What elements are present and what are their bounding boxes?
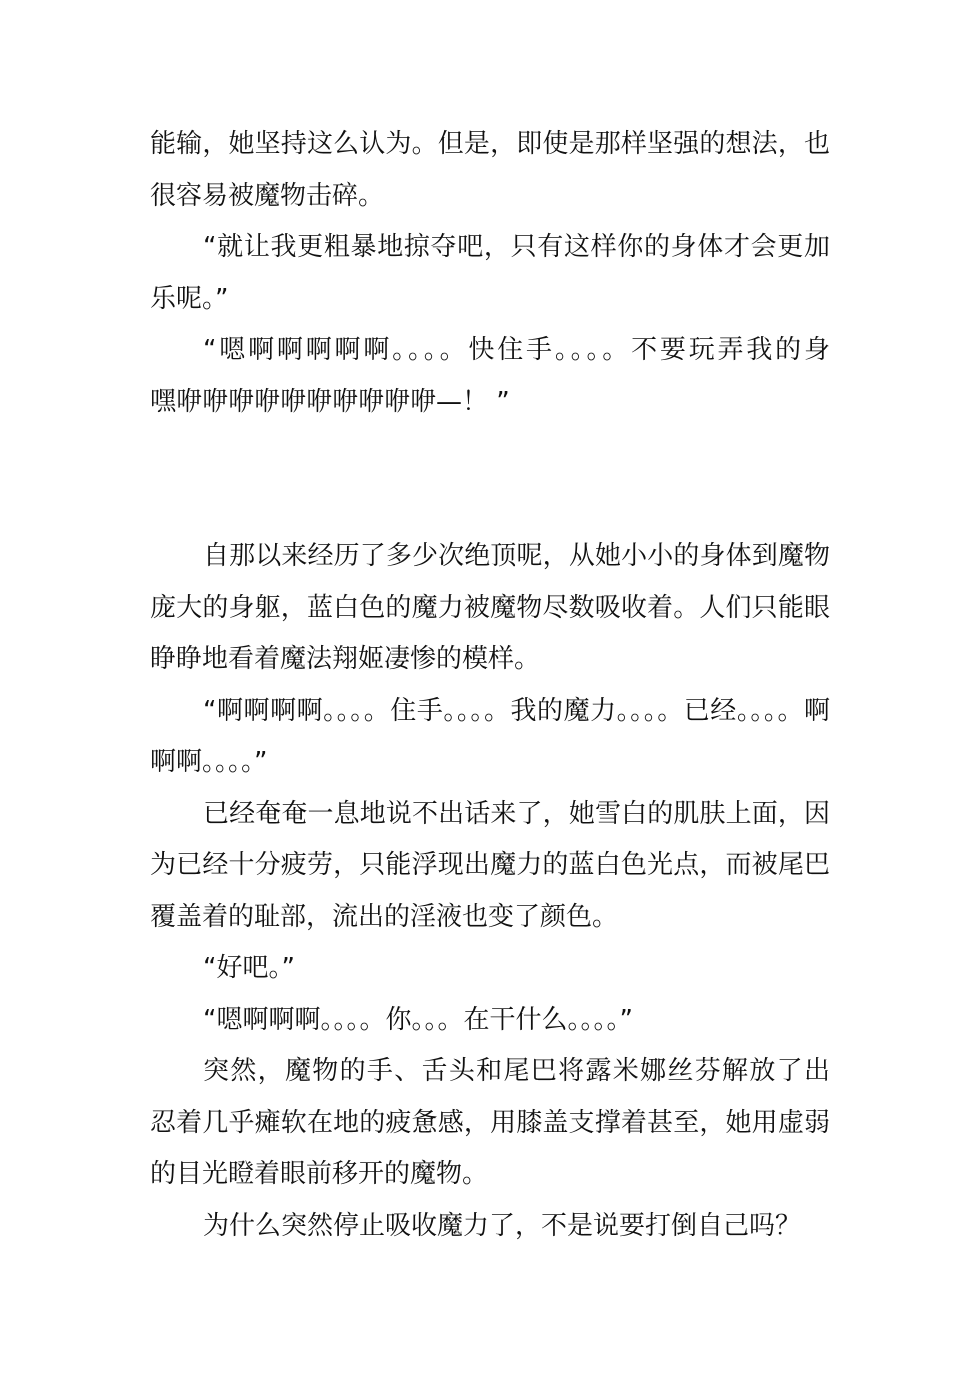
text-line: “好吧。” bbox=[203, 953, 295, 983]
text-line: “嗯啊啊啊啊啊。。。。快住手。。。。不要玩弄我的身 bbox=[203, 335, 830, 365]
text-line: 嘿咿咿咿咿咿咿咿咿咿咿—！ ” bbox=[150, 386, 510, 417]
text-line: 自那以来经历了多少次绝顶呢，从她小小的身体到魔物 bbox=[203, 541, 830, 571]
text-line: “啊啊啊啊。。。。住手。。。。我的魔力。。。。已经。。。。啊 bbox=[203, 695, 830, 726]
text-line: 睁睁地看着魔法翔姬凄惨的模样。 bbox=[150, 644, 541, 674]
blank-space bbox=[150, 428, 830, 531]
text-line: 庞大的身躯，蓝白色的魔力被魔物尽数吸收着。人们只能眼 bbox=[150, 592, 830, 623]
paragraph bbox=[150, 1046, 830, 1201]
text-line: 的目光瞪着眼前移开的魔物。 bbox=[150, 1159, 489, 1189]
paragraph bbox=[150, 789, 830, 944]
text-line: 能输，她坚持这么认为。但是，即使是那样坚强的想法，也 bbox=[150, 129, 830, 159]
paragraph bbox=[150, 686, 830, 789]
text-line: “嗯啊啊啊。。。。你。。。在干什么。。。。” bbox=[203, 1004, 633, 1035]
text-line: 忍着几乎瘫软在地的疲惫感，用膝盖支撑着甚至，她用虚弱 bbox=[150, 1107, 830, 1138]
text-line: 为什么突然停止吸收魔力了，不是说要打倒自己吗？ bbox=[203, 1210, 802, 1241]
text-line: 覆盖着的耻部，流出的淫液也变了颜色。 bbox=[150, 901, 619, 932]
text-line: 很容易被魔物击碎。 bbox=[150, 180, 385, 211]
paragraph bbox=[150, 995, 830, 1047]
text-line: “就让我更粗暴地掠夺吧，只有这样你的身体才会更加 bbox=[203, 232, 830, 262]
text-line: 为已经十分疲劳，只能浮现出魔力的蓝白色光点，而被尾巴 bbox=[150, 850, 830, 880]
text-line: 已经奄奄一息地说不出话来了，她雪白的肌肤上面，因 bbox=[203, 798, 830, 829]
document-page bbox=[150, 119, 830, 1252]
text-line: 乐呢。” bbox=[150, 283, 229, 314]
paragraph bbox=[150, 222, 830, 325]
paragraph bbox=[150, 531, 830, 686]
text-line: 突然，魔物的手、舌头和尾巴将露米娜丝芬解放了出 bbox=[203, 1056, 830, 1086]
paragraph bbox=[150, 1201, 830, 1253]
paragraph bbox=[150, 325, 830, 428]
paragraph bbox=[150, 943, 830, 995]
paragraph bbox=[150, 119, 830, 222]
text-line: 啊啊。。。。” bbox=[150, 747, 268, 777]
